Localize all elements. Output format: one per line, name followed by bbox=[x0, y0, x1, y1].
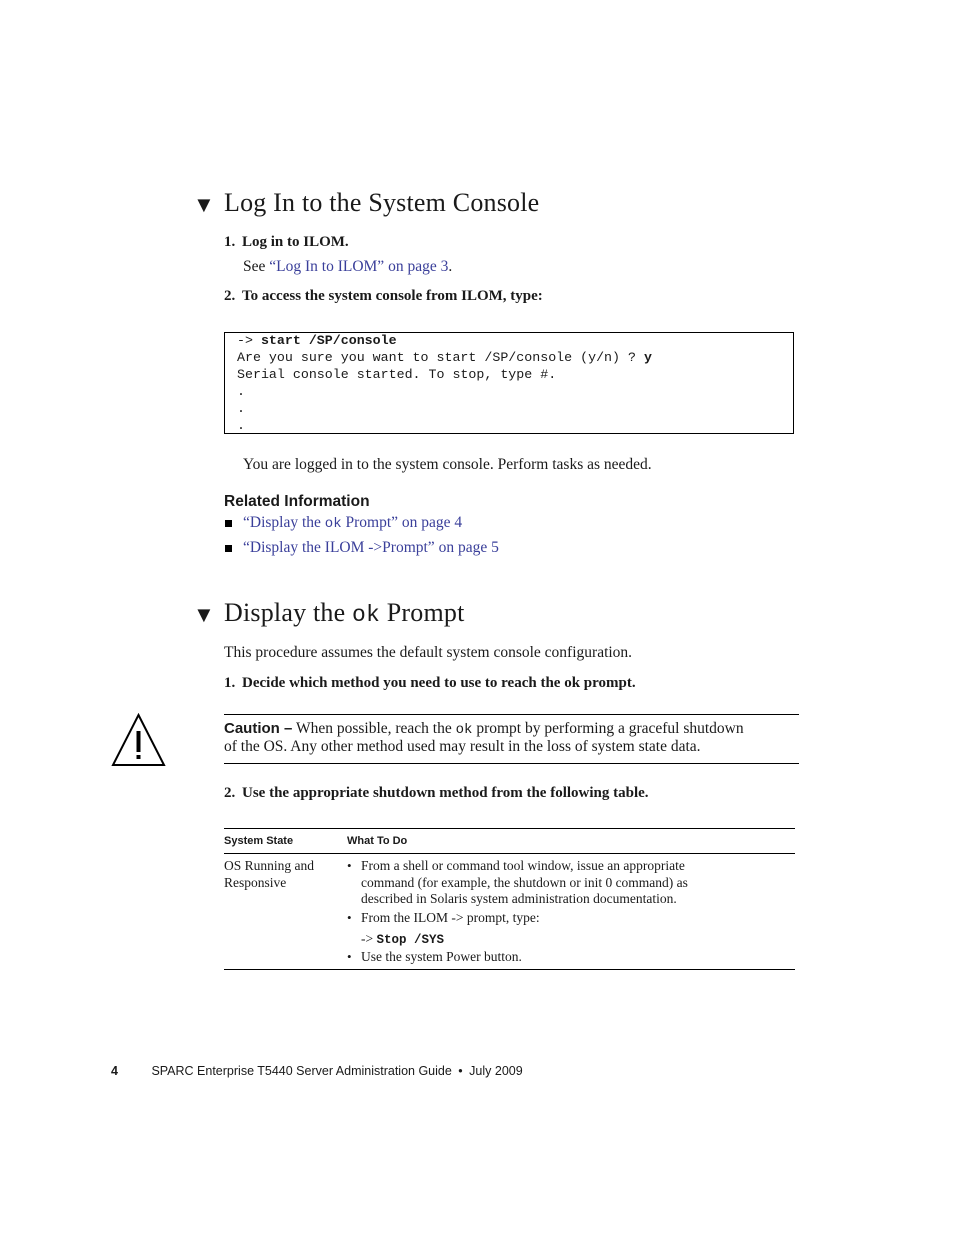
bullet-dot-icon: • bbox=[347, 949, 352, 964]
table-cell-state bbox=[224, 858, 314, 891]
caution-line-1 bbox=[224, 720, 744, 738]
caution-bottom-rule bbox=[224, 763, 799, 764]
code-block-console bbox=[224, 332, 794, 434]
related-information-heading: Related Information bbox=[224, 493, 370, 510]
bullet-1-line-1: From a shell or command tool window, issue an appropriate bbox=[361, 858, 685, 873]
table-bottom-rule bbox=[224, 969, 795, 970]
code-line-5: . bbox=[237, 401, 245, 416]
code-prompt: -> bbox=[237, 333, 261, 348]
caution-top-rule bbox=[224, 714, 799, 715]
bullet-square-icon bbox=[225, 520, 232, 527]
triangle-down-icon: ▼ bbox=[193, 602, 215, 627]
caution-code: ok bbox=[455, 722, 473, 738]
step-number: 1. bbox=[224, 234, 236, 250]
command-text: Stop /SYS bbox=[376, 933, 444, 947]
caution-line-2: of the OS. Any other method used may result in the loss of system state data. bbox=[224, 738, 701, 755]
footer-title: SPARC Enterprise T5440 Server Administration Guide bbox=[151, 1064, 452, 1078]
table-header-what-to-do: What To Do bbox=[347, 835, 408, 847]
warning-triangle-icon bbox=[111, 713, 166, 767]
related-link-display-ilom-prompt[interactable] bbox=[243, 539, 499, 557]
heading-pre: Display the bbox=[224, 598, 353, 627]
table-command bbox=[361, 931, 444, 947]
code-command: start /SP/console bbox=[260, 333, 397, 348]
code-answer: y bbox=[643, 350, 652, 365]
page-number: 4 bbox=[111, 1064, 118, 1078]
bullet-1-line-3: described in Solaris system administration documentation. bbox=[361, 891, 677, 906]
table-bullet-1 bbox=[361, 858, 688, 908]
heading-text: Log In to the System Console bbox=[224, 188, 540, 217]
table-bullet-3: Use the system Power button. bbox=[361, 949, 522, 964]
link-text-post: Prompt” on page 4 bbox=[341, 514, 463, 531]
code-line-6: . bbox=[237, 418, 245, 433]
link-log-in-to-ilom[interactable]: “Log In to ILOM” on page 3 bbox=[269, 258, 449, 275]
caution-text-post: prompt by performing a graceful shutdown bbox=[472, 720, 744, 737]
triangle-down-icon: ▼ bbox=[193, 192, 215, 217]
step-1 bbox=[224, 675, 636, 692]
step-text: Use the appropriate shutdown method from the following table. bbox=[242, 785, 649, 801]
table-bullet-2: From the ILOM -> prompt, type: bbox=[361, 910, 540, 925]
footer bbox=[111, 1064, 523, 1078]
command-prompt: -> bbox=[361, 931, 377, 946]
result-text: You are logged in to the system console. Perform tasks as needed. bbox=[243, 456, 652, 473]
bullet-dot-icon: • bbox=[347, 858, 352, 873]
see-prefix: See bbox=[243, 258, 270, 275]
caution-label: Caution – bbox=[224, 720, 293, 737]
see-suffix: . bbox=[448, 258, 453, 275]
intro-text: This procedure assumes the default system console configuration. bbox=[224, 644, 633, 661]
step-number: 2. bbox=[224, 288, 236, 304]
step-number: 1. bbox=[224, 675, 236, 691]
code-question: Are you sure you want to start /SP/console (y/n) ? bbox=[237, 350, 644, 365]
code-line-2 bbox=[237, 350, 652, 365]
link-text: “Display the ILOM ->Prompt” on page 5 bbox=[243, 539, 499, 556]
step-1 bbox=[224, 234, 349, 251]
heading-code: ok bbox=[352, 602, 381, 628]
code-line-3: Serial console started. To stop, type #. bbox=[237, 367, 557, 382]
step-number: 2. bbox=[224, 785, 236, 801]
link-text-pre: “Display the bbox=[243, 514, 325, 531]
table-top-rule bbox=[224, 828, 795, 829]
related-link-display-ok-prompt[interactable] bbox=[243, 514, 462, 532]
footer-separator: • bbox=[458, 1064, 463, 1078]
see-reference bbox=[243, 258, 452, 276]
bullet-1-line-2: command (for example, the shutdown or init 0 command) as bbox=[361, 874, 688, 890]
step-text: Decide which method you need to use to reach the ok prompt. bbox=[242, 675, 636, 691]
step-2 bbox=[224, 785, 649, 802]
table-header-rule bbox=[224, 853, 795, 854]
bullet-dot-icon: • bbox=[347, 910, 352, 925]
link-text-code: ok bbox=[324, 516, 342, 532]
step-text: Log in to ILOM. bbox=[242, 234, 349, 250]
state-line-1: OS Running and bbox=[224, 858, 315, 873]
step-text: To access the system console from ILOM, type: bbox=[242, 288, 543, 304]
caution-text-pre: When possible, reach the bbox=[292, 720, 456, 737]
code-line-1 bbox=[237, 333, 397, 348]
code-line-4: . bbox=[237, 384, 245, 399]
footer-date: July 2009 bbox=[469, 1064, 523, 1078]
step-2 bbox=[224, 288, 543, 305]
heading-post: Prompt bbox=[380, 598, 465, 627]
bullet-square-icon bbox=[225, 545, 232, 552]
state-line-2: Responsive bbox=[224, 874, 287, 890]
heading-text bbox=[224, 598, 465, 628]
table-header-system-state: System State bbox=[224, 835, 294, 847]
